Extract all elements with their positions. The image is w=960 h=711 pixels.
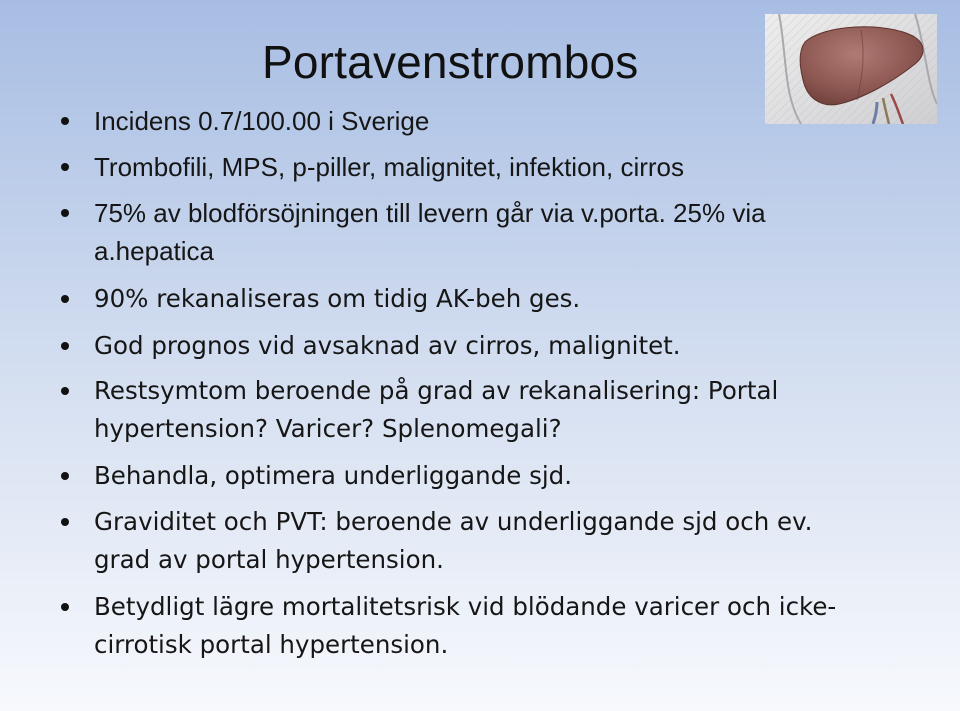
bullet-item-continued: cirrotisk portal hypertension.	[94, 630, 449, 659]
bullet-dot	[61, 295, 69, 303]
bullet-item: 90% rekanaliseras om tidig AK-beh ges.	[94, 284, 581, 313]
bullet-dot	[61, 342, 69, 350]
bullet-item-continued: grad av portal hypertension.	[94, 545, 444, 574]
bullet-item: Graviditet och PVT: beroende av underliggande sjd och ev.	[94, 507, 813, 536]
bullet-dot	[61, 387, 69, 395]
bullet-item: Incidens 0.7/100.00 i Sverige	[94, 106, 430, 136]
bullet-dot	[61, 472, 69, 480]
bullet-item: Restsymtom beroende på grad av rekanalisering: Portal	[94, 376, 779, 405]
bullet-dot	[61, 603, 69, 611]
bullet-item-continued: hypertension? Varicer? Splenomegali?	[94, 414, 562, 443]
bullet-item: God prognos vid avsaknad av cirros, malignitet.	[94, 331, 681, 360]
slide-title: Portavenstrombos	[262, 36, 639, 88]
bullet-item-continued: a.hepatica	[94, 236, 214, 266]
bullet-dot	[61, 518, 69, 526]
bullet-item: Betydligt lägre mortalitetsrisk vid blödande varicer och icke-	[94, 592, 837, 621]
bullet-item: 75% av blodförsöjningen till levern går via v.porta. 25% via	[94, 198, 766, 228]
bullet-item: Behandla, optimera underliggande sjd.	[94, 461, 573, 490]
bullet-dot	[61, 209, 69, 217]
bullet-item: Trombofili, MPS, p-piller, malignitet, infektion, cirros	[94, 152, 685, 182]
bullet-dot	[61, 163, 69, 171]
bullet-dot	[61, 117, 69, 125]
